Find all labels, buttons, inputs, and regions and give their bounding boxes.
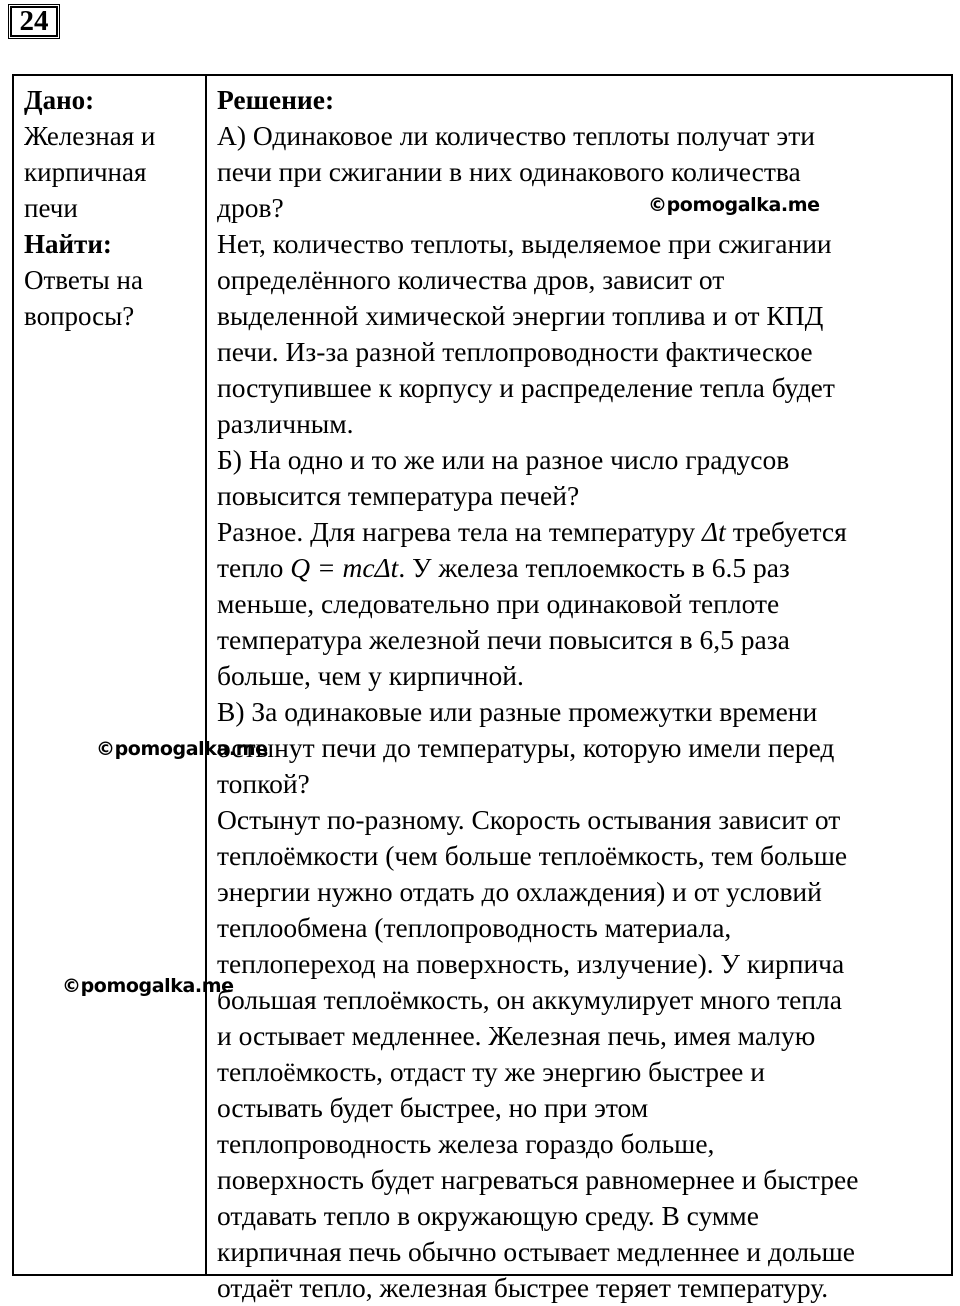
solution-line: выделенной химической энергии топлива и от КПД (217, 300, 824, 331)
watermark-top: ©pomogalka.me (648, 194, 820, 216)
watermark-middle: ©pomogalka.me (96, 738, 268, 760)
solution-line: остынут печи до температуры, которую имели перед (217, 732, 835, 763)
solution-line: поверхность будет нагреваться равномернее и быстрее (217, 1164, 859, 1195)
solution-formula-line (217, 550, 947, 586)
solution-line: теплоёмкости (чем больше теплоёмкость, тем больше (217, 840, 848, 871)
solution-line: Остынут по-разному. Скорость остывания зависит от (217, 804, 841, 835)
solution-line: поступившее к корпусу и распределение тепла будет (217, 372, 835, 403)
solution-line: отдаёт тепло, железная быстрее теряет температуру. (217, 1272, 829, 1303)
solution-line: А) Одинаковое ли количество теплоты получат эти (217, 120, 815, 151)
watermark-bottom: ©pomogalka.me (62, 975, 234, 997)
delta-t-symbol: Δt (702, 516, 726, 547)
solution-line: теплообмена (теплопроводность материала, (217, 912, 732, 943)
heat-formula: Q = mcΔt (290, 552, 399, 583)
given-line: печи (24, 193, 78, 223)
solution-line: больше, чем у кирпичной. (217, 660, 524, 691)
solution-line: теплоёмкость, отдаст ту же энергию быстрее и (217, 1056, 765, 1087)
solution-line: Нет, количество теплоты, выделяемое при сжигании (217, 228, 832, 259)
formula-line2-prefix: тепло (217, 552, 291, 583)
given-heading: Дано: (24, 85, 95, 115)
solution-line: остывать будет быстрее, но при этом (217, 1092, 649, 1123)
solution-line: теплопереход на поверхность, излучение). У кирпича (217, 948, 845, 979)
page-number-text: 24 (10, 6, 58, 37)
solution-line: повысится температура печей? (217, 480, 580, 511)
solution-line: и остывает медленнее. Железная печь, имея малую (217, 1020, 816, 1051)
solution-line: печи. Из-за разной теплопроводности фактическое (217, 336, 813, 367)
solution-line: большая теплоёмкость, он аккумулирует много тепла (217, 984, 842, 1015)
solution-line: топкой? (217, 768, 310, 799)
solution-formula-line (217, 514, 947, 550)
given-line: кирпичная (24, 157, 147, 187)
solution-line: меньше, следовательно при одинаковой теплоте (217, 588, 780, 619)
solution-line: кирпичная печь обычно остывает медленнее и дольше (217, 1236, 855, 1267)
solution-line: В) За одинаковые или разные промежутки времени (217, 696, 818, 727)
find-heading: Найти: (24, 229, 112, 259)
solution-line: различным. (217, 408, 354, 439)
given-cell (14, 76, 207, 1274)
solution-line: теплопроводность железа гораздо больше, (217, 1128, 715, 1159)
formula-line2-suffix: . У железа теплоемкость в 6.5 раз (398, 552, 790, 583)
solution-line: определённого количества дров, зависит от (217, 264, 725, 295)
find-line: Ответы на (24, 265, 143, 295)
formula-line-prefix: Разное. Для нагрева тела на температуру (217, 516, 703, 547)
formula-line-suffix: требуется (725, 516, 847, 547)
solution-line: печи при сжигании в них одинакового количества (217, 156, 801, 187)
solution-line: энергии нужно отдать до охлаждения) и от условий (217, 876, 822, 907)
solution-heading: Решение: (217, 84, 335, 115)
find-line: вопросы? (24, 301, 135, 331)
solution-line: температура железной печи повысится в 6,5 раза (217, 624, 790, 655)
solution-table (12, 74, 953, 1303)
solution-line: Б) На одно и то же или на разное число градусов (217, 444, 790, 475)
solution-line: дров? (217, 192, 284, 223)
given-line: Железная и (24, 121, 156, 151)
solution-line: отдавать тепло в окружающую среду. В сумме (217, 1200, 759, 1231)
solution-cell (207, 76, 951, 1303)
page-number-badge (8, 4, 60, 39)
